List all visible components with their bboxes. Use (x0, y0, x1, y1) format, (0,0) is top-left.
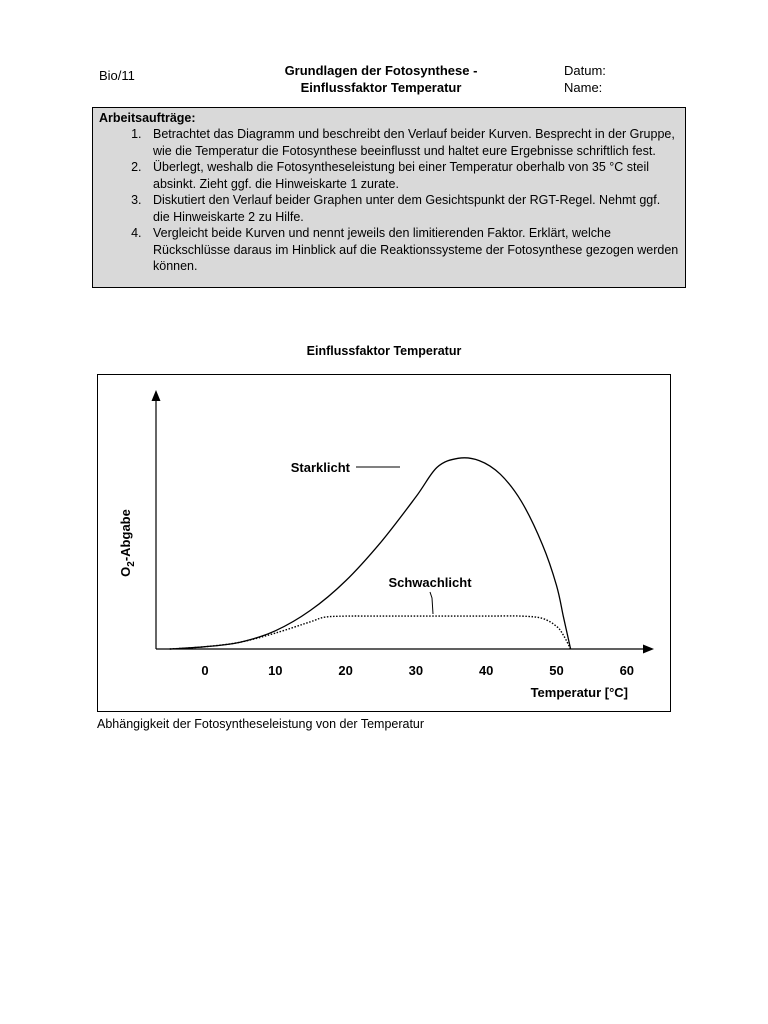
x-tick-label-5: 50 (549, 663, 564, 678)
series-line-schwachlicht (170, 616, 571, 649)
x-tick-label-4: 40 (478, 663, 494, 678)
annotation-starklicht: Starklicht (290, 460, 350, 475)
annotation-leader-schwachlicht (430, 592, 433, 614)
x-tick-label-3: 30 (408, 663, 424, 678)
y-axis-label: $O_2$-Abgabe (118, 509, 137, 577)
chart-title: Einflussfaktor Temperatur (306, 344, 462, 358)
task-item-3: 3. Diskutiert den Verlauf beider Graphen unter dem Gesichtspunkt der RGT-Regel. Nehmt ggf. die Hinweiskarte 2 zu Hilfe. (145, 192, 679, 225)
x-axis-arrow-icon (643, 645, 654, 654)
x-tick-label-6: 60 (619, 663, 635, 678)
y-axis-arrow-icon (152, 390, 161, 401)
task-list (99, 126, 679, 275)
figure-caption: Abhängigkeit der Fotosyntheseleistung von der Temperatur (97, 717, 425, 731)
task-box (92, 107, 686, 288)
x-axis-label: Temperatur [°C] (530, 685, 628, 700)
task-heading: Arbeitsaufträge: (99, 111, 196, 125)
series-line-starklicht (170, 458, 571, 649)
x-tick-label-1: 10 (268, 663, 283, 678)
task-item-2: 2. Überlegt, weshalb die Fotosyntheseleistung bei einer Temperatur oberhalb von 35 °C steil absinkt. Zieht ggf. die Hinweiskarte 1 zurate. (145, 159, 679, 192)
date-label: Datum: (564, 63, 606, 78)
temperature-chart (98, 375, 670, 711)
chart-frame (97, 374, 671, 712)
task-item-1: 1. Betrachtet das Diagramm und beschreibt den Verlauf beider Kurven. Besprecht in der Gruppe, wie die Temperatur die Fotosynthese beeinflusst und haltet eure Ergebnisse schriftlich fest. (145, 126, 679, 159)
annotation-schwachlicht: Schwachlicht (388, 575, 472, 590)
task-item-4: 4. Vergleicht beide Kurven und nennt jeweils den limitierenden Faktor. Erklärt, welche Rückschlüsse daraus im Hinblick auf die Reaktionssysteme der Fotosynthese gezogen werden können. (145, 225, 679, 275)
name-label: Name: (564, 80, 603, 95)
title-line-1: Grundlagen der Fotosynthese - (284, 63, 478, 78)
course-label: Bio/11 (99, 68, 135, 83)
date-name-fields (564, 62, 606, 96)
worksheet-title (260, 62, 502, 96)
x-tick-label-0: 0 (201, 663, 209, 678)
x-tick-label-2: 20 (338, 663, 353, 678)
title-line-2: Einflussfaktor Temperatur (300, 80, 462, 95)
